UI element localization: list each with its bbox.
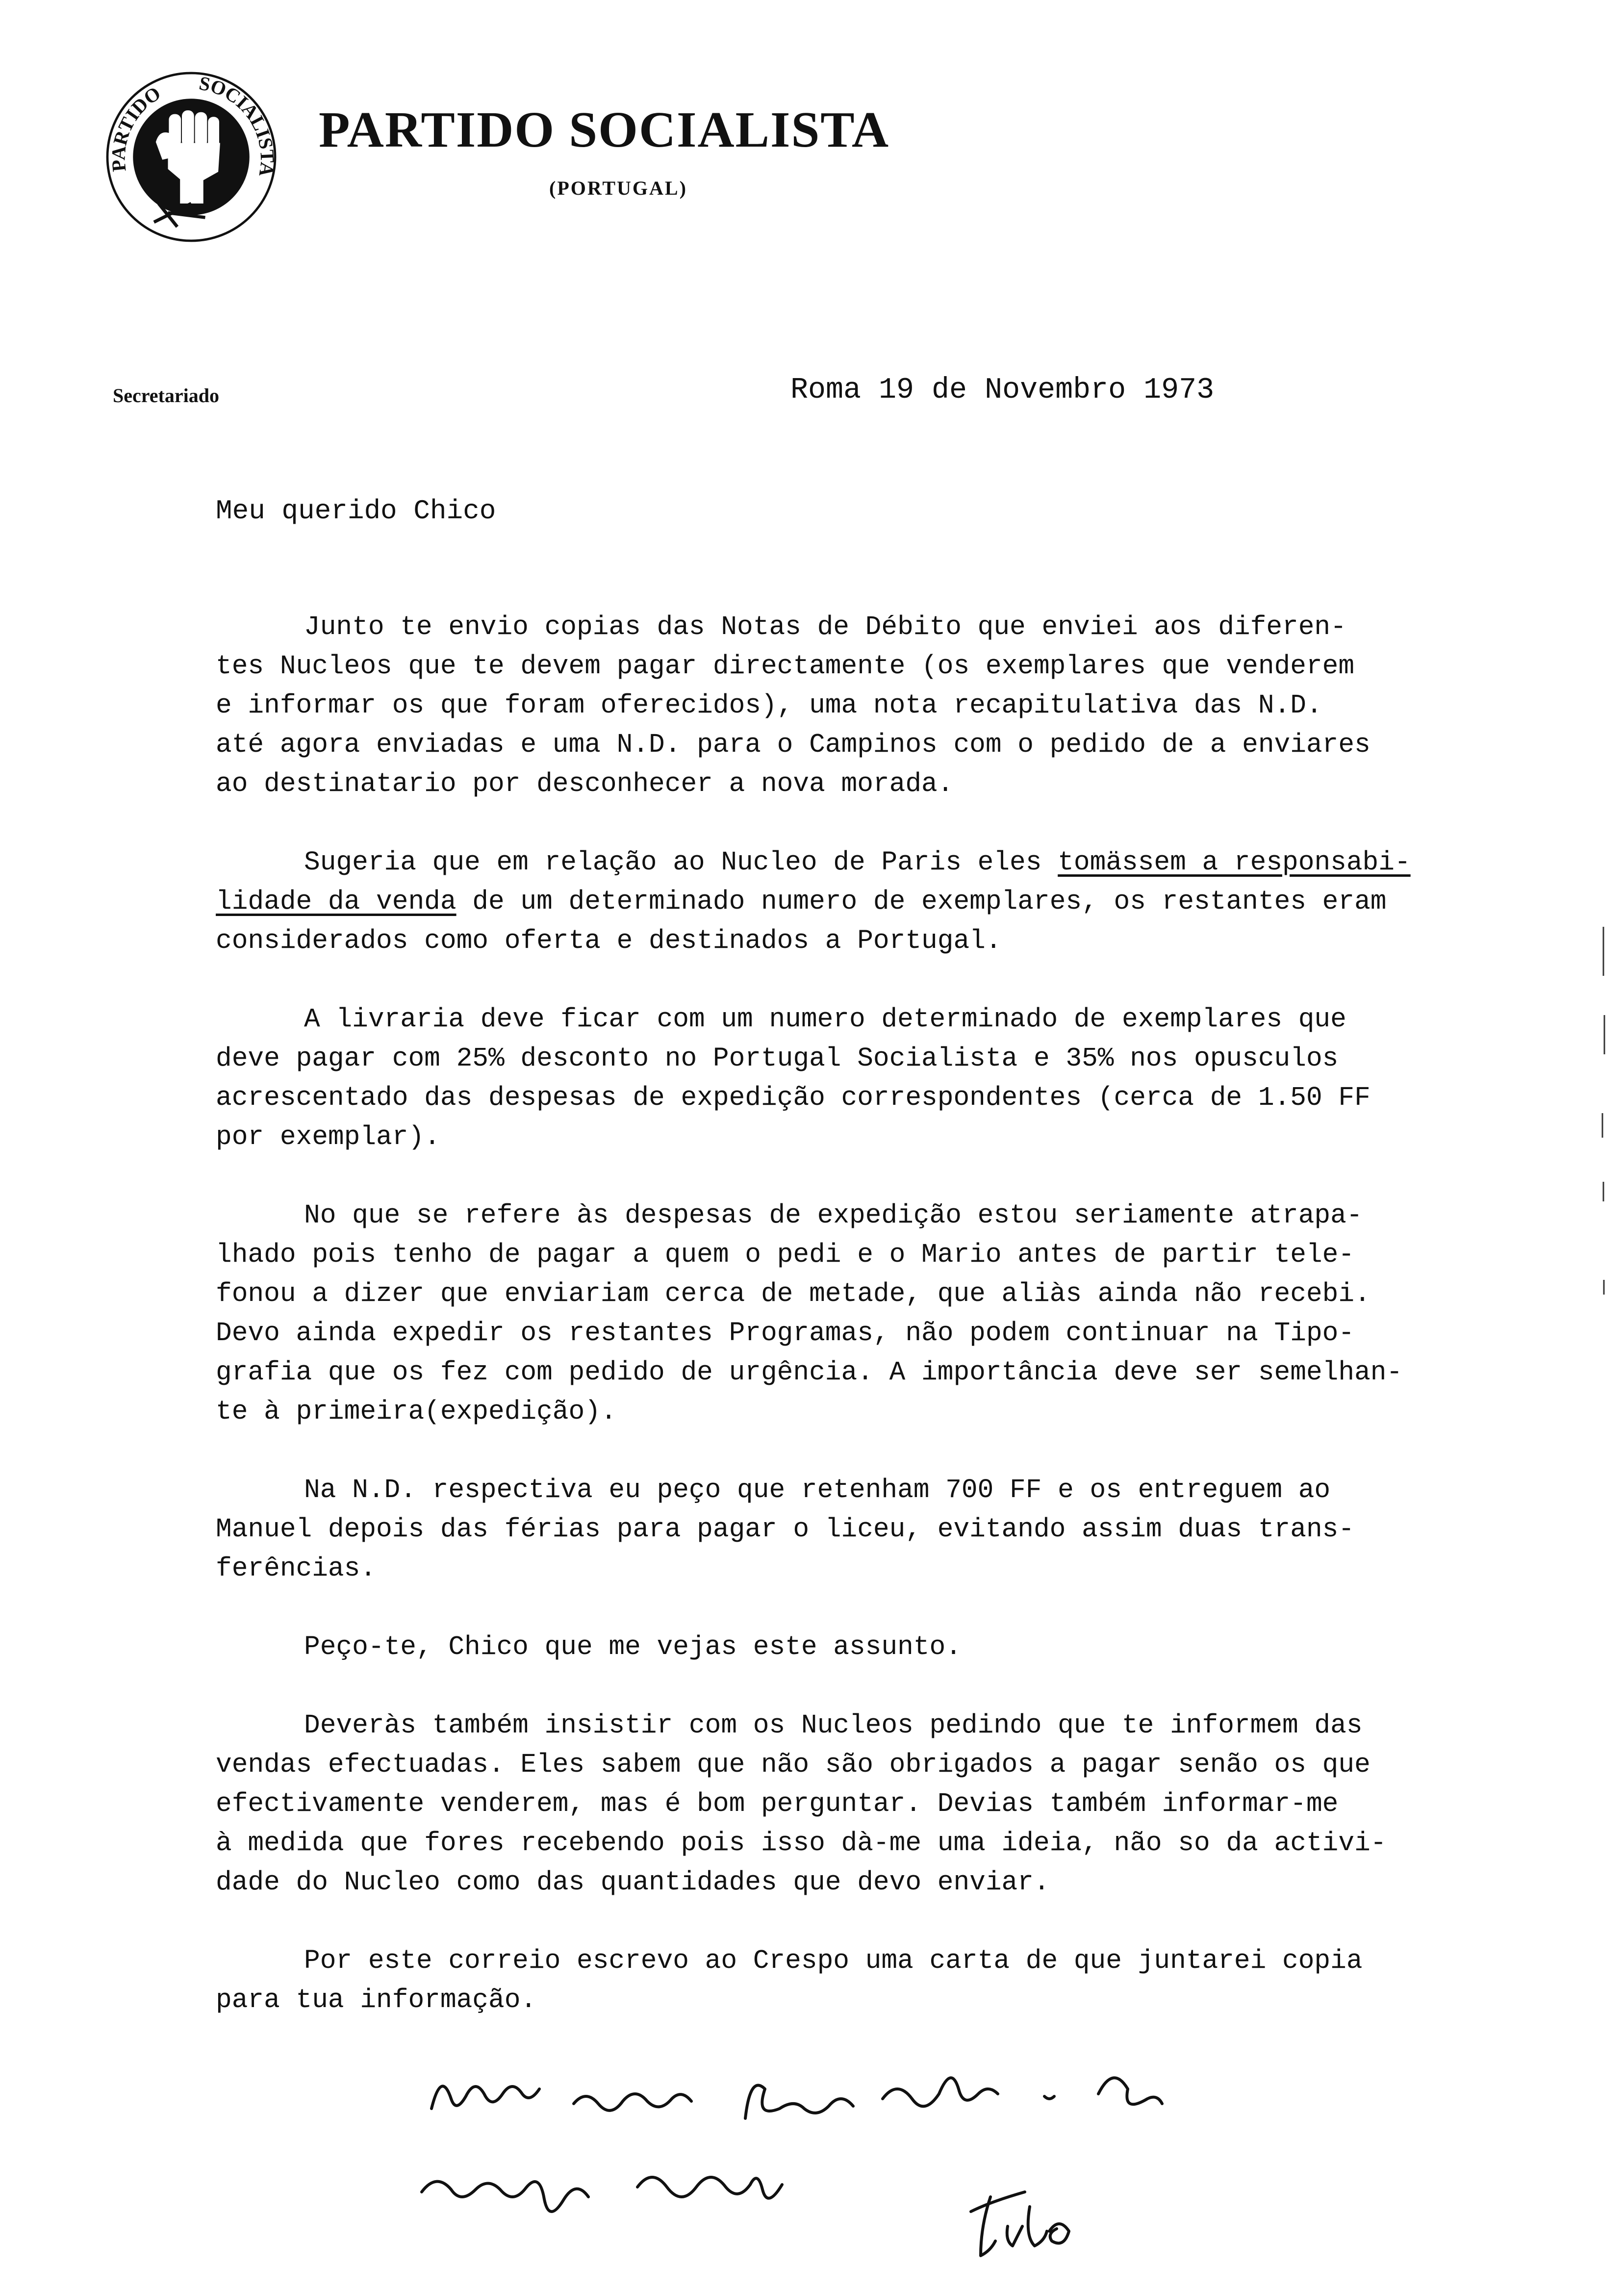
text-line: e informar os que foram oferecidos), uma nota recapitulativa das N.D.	[216, 691, 1322, 721]
handwritten-closing-line-1	[431, 2078, 1162, 2118]
text-line: grafia que os fez com pedido de urgência. A importância deve ser semelhan-	[216, 1358, 1403, 1388]
underlined-phrase: tomässem a responsabi-	[1058, 848, 1411, 878]
text-line: A livraria deve ficar com um numero determinado de exemplares que	[304, 1005, 1346, 1035]
text-line: No que se refere às despesas de expedição estou seriamente atrapa-	[304, 1201, 1363, 1231]
text-line: lidade da venda de um determinado numero de exemplares, os restantes eram	[216, 887, 1387, 917]
text-line: Manuel depois das férias para pagar o liceu, evitando assim duas trans-	[216, 1515, 1355, 1545]
text-line: acrescentado das despesas de expedição correspondentes (cerca de 1.50 FF	[216, 1083, 1370, 1113]
text-line: Por este correio escrevo ao Crespo uma carta de que juntarei copia	[304, 1946, 1363, 1976]
underlined-phrase: lidade da venda	[216, 887, 457, 917]
handwritten-closing-signature	[412, 2050, 1393, 2285]
text-line: efectivamente venderem, mas é bom perguntar. Devias também informar-me	[216, 1789, 1339, 1819]
paragraph-despesas-expedicao	[216, 1196, 1500, 1432]
letter-date: Roma 19 de Novembro 1973	[790, 374, 1215, 407]
paragraph-pedido	[216, 1628, 1500, 1667]
text-line: Devo ainda expedir os restantes Programas, não podem continuar na Tipo-	[216, 1319, 1355, 1349]
organization-name: PARTIDO SOCIALISTA	[319, 102, 890, 158]
handwritten-closing-line-2	[422, 2177, 782, 2212]
letter-body	[216, 608, 1500, 2060]
text-line: até agora enviadas e uma N.D. para o Campinos com o pedido de a enviares	[216, 730, 1370, 760]
paragraph-crespo	[216, 1942, 1500, 2020]
text-line: tes Nucleos que te devem pagar directamente (os exemplares que venderem	[216, 652, 1355, 682]
paragraph-nucleo-paris	[216, 843, 1500, 961]
department-label: Secretariado	[113, 384, 219, 407]
text-line: ferências.	[216, 1554, 377, 1584]
text-line: por exemplar).	[216, 1122, 440, 1152]
text-line: para tua informação.	[216, 1986, 537, 2015]
text-line: Na N.D. respectiva eu peço que retenham 700 FF e os entreguem ao	[304, 1476, 1331, 1505]
party-emblem-logo	[98, 64, 284, 250]
text-line: considerados como oferta e destinados a Portugal.	[216, 926, 1002, 956]
scan-margin-marks	[1594, 907, 1613, 1496]
paragraph-nucleos-vendas	[216, 1706, 1500, 1903]
text-line: ao destinatario por desconhecer a nova morada.	[216, 769, 954, 799]
logo-ring-text-left: PARTIDO	[107, 82, 165, 173]
text-line: Peço-te, Chico que me vejas este assunto.	[304, 1632, 962, 1662]
text-line: Junto te envio copias das Notas de Débito que enviei aos diferen-	[304, 612, 1346, 642]
text-line: vendas efectuadas. Eles sabem que não são obrigados a pagar senão os que	[216, 1750, 1370, 1780]
logo-ring-text-right: SOCIALISTA	[197, 72, 279, 178]
text-line: à medida que fores recebendo pois isso dà-me uma ideia, não so da activi-	[216, 1829, 1387, 1858]
paragraph-livraria	[216, 1000, 1500, 1157]
text-line: dade do Nucleo como das quantidades que devo enviar.	[216, 1868, 1050, 1898]
text-line: te à primeira(expedição).	[216, 1397, 617, 1427]
text-line: fonou a dizer que enviariam cerca de metade, que aliàs ainda não recebi.	[216, 1279, 1370, 1309]
text-line: Deveràs também insistir com os Nucleos pedindo que te informem das	[304, 1711, 1363, 1741]
organization-country: (PORTUGAL)	[549, 177, 687, 199]
text-line: Sugeria que em relação ao Nucleo de Paris eles tomässem a responsabi-	[304, 848, 1411, 878]
text-line: deve pagar com 25% desconto no Portugal Socialista e 35% nos opusculos	[216, 1044, 1339, 1074]
text-line: lhado pois tenho de pagar a quem o pedi e o Mario antes de partir tele-	[216, 1240, 1355, 1270]
paragraph-nd-respectiva	[216, 1471, 1500, 1589]
handwritten-signature-tito	[971, 2192, 1069, 2256]
letter-greeting: Meu querido Chico	[216, 495, 496, 527]
paragraph-notas-debito	[216, 608, 1500, 804]
